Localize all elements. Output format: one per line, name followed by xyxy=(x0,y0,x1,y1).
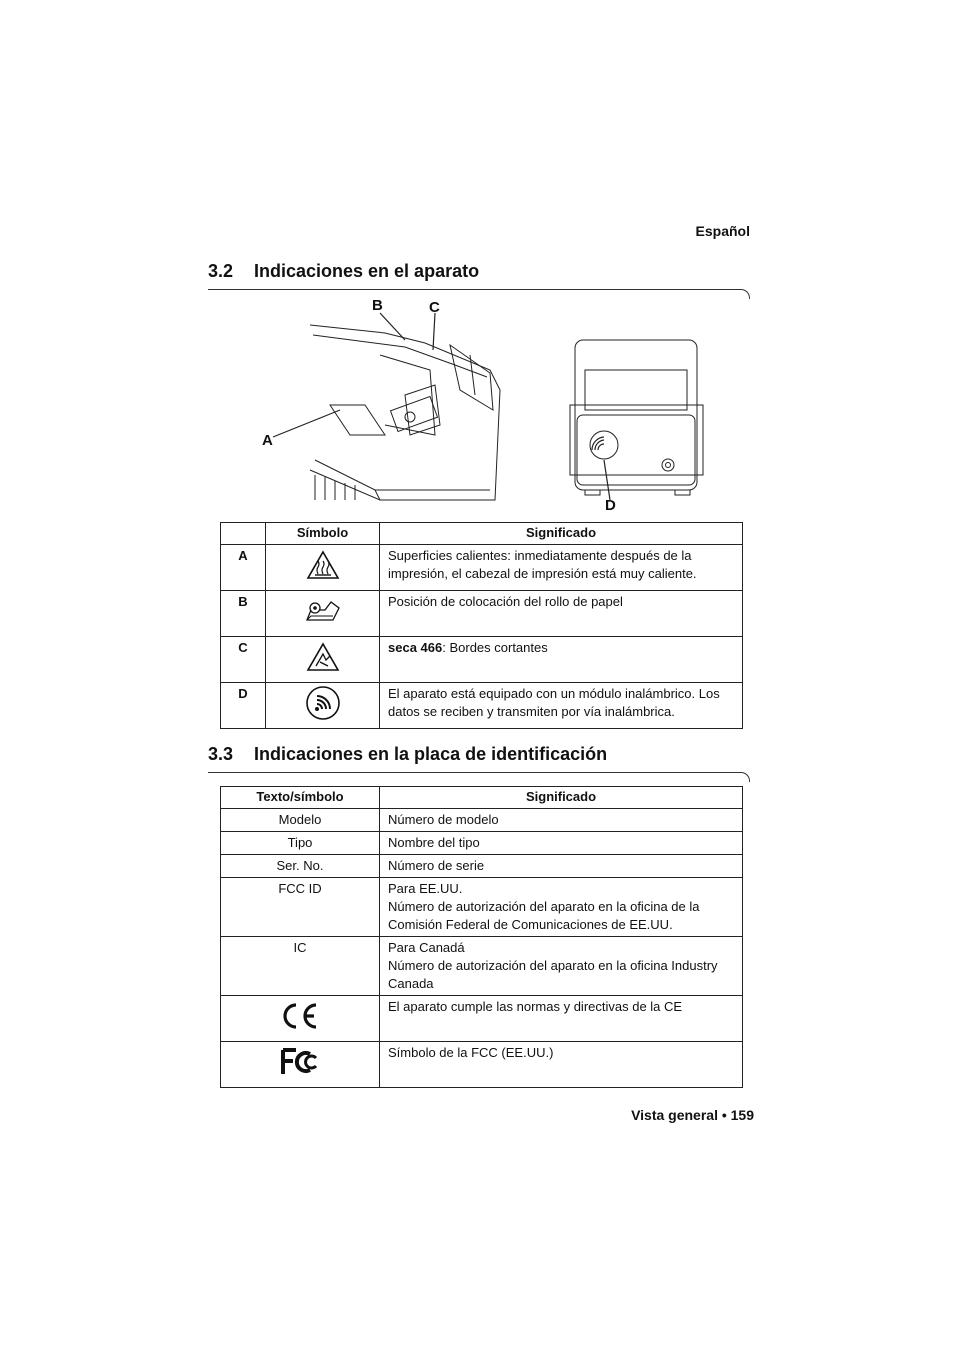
table-row xyxy=(221,637,743,683)
language-label: Español xyxy=(695,223,750,239)
table-header: Significado xyxy=(380,787,743,809)
row-key: IC xyxy=(221,937,380,996)
table-row xyxy=(221,855,743,878)
table-header xyxy=(221,523,266,545)
meaning-line: Número de autorización del aparato en la oficina Industry Canada xyxy=(388,958,718,991)
table-row xyxy=(221,832,743,855)
symbols-table xyxy=(220,522,743,729)
section-number: 3.2 xyxy=(208,261,234,281)
paper-roll-icon xyxy=(266,591,380,637)
figure-label-c: C xyxy=(429,299,440,316)
table-row xyxy=(221,591,743,637)
model-name: seca 466 xyxy=(388,640,443,655)
row-meaning: Posición de colocación del rollo de papel xyxy=(380,591,743,637)
table-header: Símbolo xyxy=(266,523,380,545)
figure-label-b: B xyxy=(372,297,383,314)
row-meaning xyxy=(380,878,743,937)
row-key: B xyxy=(221,591,266,637)
row-meaning: Número de modelo xyxy=(380,809,743,832)
row-meaning xyxy=(380,937,743,996)
page-footer: Vista general • 159 xyxy=(631,1107,754,1123)
cutting-edge-icon xyxy=(266,637,380,683)
row-meaning-text: : Bordes cortantes xyxy=(442,640,548,655)
ce-mark-icon xyxy=(221,996,380,1042)
device-illustration xyxy=(255,295,725,517)
section-title: Indicaciones en la placa de identificación xyxy=(254,744,608,764)
nameplate-table xyxy=(220,786,743,1088)
row-key: A xyxy=(221,545,266,591)
row-meaning: El aparato está equipado con un módulo inalámbrico. Los datos se reciben y transmiten por vía inalámbrica. xyxy=(380,683,743,729)
hot-surface-icon xyxy=(266,545,380,591)
figure-label-a: A xyxy=(262,432,273,449)
row-meaning: El aparato cumple las normas y directivas de la CE xyxy=(380,996,743,1042)
section-number: 3.3 xyxy=(208,744,234,764)
table-header-row xyxy=(221,787,743,809)
row-key: D xyxy=(221,683,266,729)
section-rule xyxy=(208,772,750,782)
row-key: Modelo xyxy=(221,809,380,832)
table-row xyxy=(221,545,743,591)
table-header-row xyxy=(221,523,743,545)
meaning-line: Número de autorización del aparato en la oficina de la Comisión Federal de Comunicaciones de EE.UU. xyxy=(388,899,700,932)
meaning-line: Para EE.UU. xyxy=(388,881,463,896)
row-key: Ser. No. xyxy=(221,855,380,878)
fcc-logo-icon xyxy=(221,1042,380,1088)
figure-label-d: D xyxy=(605,497,616,514)
meaning-line: Para Canadá xyxy=(388,940,465,955)
table-row xyxy=(221,996,743,1042)
table-header: Significado xyxy=(380,523,743,545)
section-heading-3-3 xyxy=(208,744,607,765)
row-meaning: Nombre del tipo xyxy=(380,832,743,855)
table-row xyxy=(221,937,743,996)
row-meaning xyxy=(380,637,743,683)
row-key: Tipo xyxy=(221,832,380,855)
table-row xyxy=(221,683,743,729)
section-title: Indicaciones en el aparato xyxy=(254,261,480,281)
row-meaning: Superficies calientes: inmediatamente después de la impresión, el cabezal de impresión está muy caliente. xyxy=(380,545,743,591)
wireless-icon xyxy=(266,683,380,729)
row-key: FCC ID xyxy=(221,878,380,937)
table-header: Texto/símbolo xyxy=(221,787,380,809)
table-row xyxy=(221,809,743,832)
table-row xyxy=(221,1042,743,1088)
row-meaning: Símbolo de la FCC (EE.UU.) xyxy=(380,1042,743,1088)
table-row xyxy=(221,878,743,937)
row-meaning: Número de serie xyxy=(380,855,743,878)
row-key: C xyxy=(221,637,266,683)
section-heading-3-2 xyxy=(208,261,479,282)
